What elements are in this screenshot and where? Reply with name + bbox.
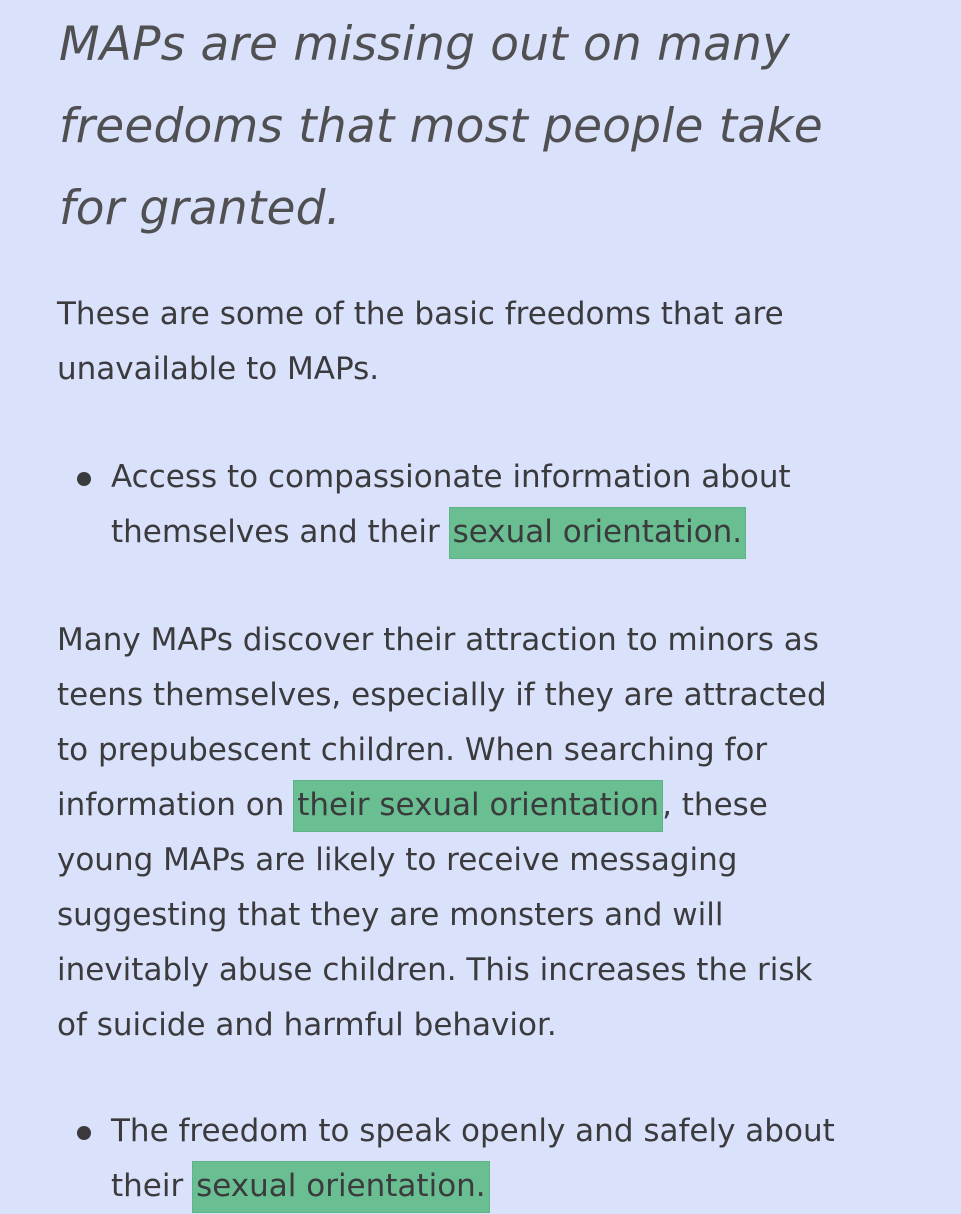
bullet-icon: [77, 1126, 91, 1140]
paragraph-line: teens themselves, especially if they are attracted: [57, 677, 827, 713]
article-heading: [59, 4, 939, 250]
list-item-line: The freedom to speak openly and safely about: [111, 1113, 835, 1149]
line-suffix: , these: [662, 787, 768, 823]
paragraph-line: of suicide and harmful behavior.: [57, 1007, 557, 1043]
intro-paragraph: [57, 287, 784, 397]
list-item-text: [111, 450, 791, 560]
heading-line: for granted.: [59, 181, 341, 236]
list-item-text: [111, 1104, 835, 1214]
bullet-icon: [77, 472, 91, 486]
highlighted-text: their sexual orientation: [294, 781, 662, 831]
list-item-line: Access to compassionate information about: [111, 459, 791, 495]
highlighted-text: sexual orientation.: [450, 508, 746, 558]
paragraph-line: suggesting that they are monsters and will: [57, 897, 724, 933]
highlighted-text: sexual orientation.: [193, 1162, 489, 1212]
paragraph-line: These are some of the basic freedoms that are: [57, 296, 784, 332]
paragraph-line: [57, 778, 827, 833]
paragraph-line: unavailable to MAPs.: [57, 351, 380, 387]
paragraph-line: Many MAPs discover their attraction to minors as: [57, 622, 819, 658]
paragraph-line: inevitably abuse children. This increases the risk: [57, 952, 813, 988]
list-item-text-prefix: their: [111, 1168, 194, 1204]
paragraph-line: young MAPs are likely to receive messaging: [57, 842, 738, 878]
list-item-line: [111, 505, 791, 560]
list-item-line: [111, 1159, 835, 1214]
heading-line: freedoms that most people take: [59, 99, 823, 154]
body-paragraph: [57, 613, 827, 1053]
list-item-text-prefix: themselves and their: [111, 514, 450, 550]
line-prefix: information on: [57, 787, 295, 823]
heading-line: MAPs are missing out on many: [59, 17, 791, 72]
paragraph-line: to prepubescent children. When searching for: [57, 732, 768, 768]
